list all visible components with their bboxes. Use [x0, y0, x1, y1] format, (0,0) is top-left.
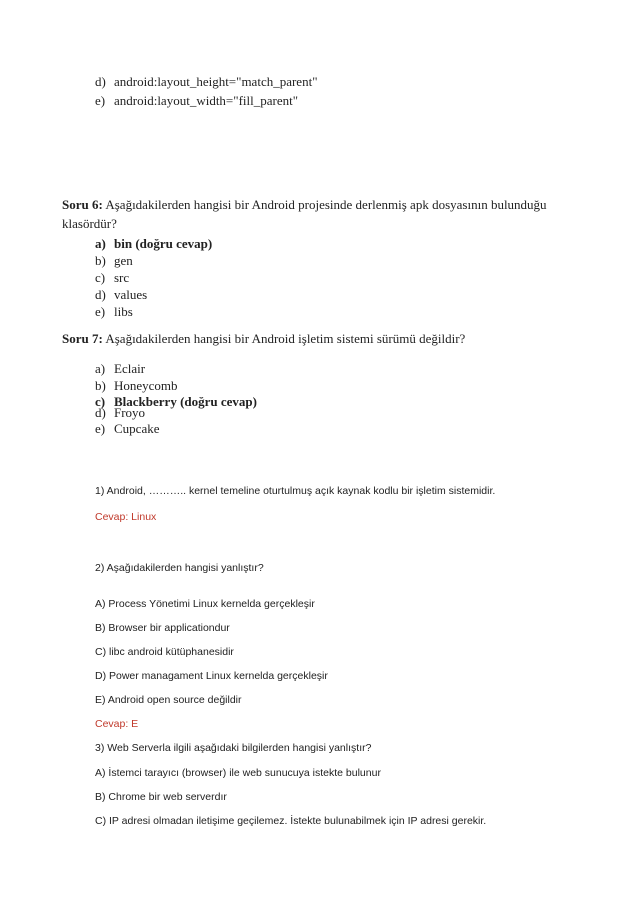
- option-text: src: [114, 270, 130, 285]
- q6-option-d: [95, 287, 147, 303]
- q6-option-a: [95, 236, 212, 252]
- q7-option-e: [95, 421, 159, 437]
- option-letter: b): [95, 378, 106, 393]
- q2-option-c: C) libc android kütüphanesidir: [95, 646, 234, 658]
- question-7: [62, 331, 465, 347]
- option-d-layout-height: [95, 74, 318, 90]
- option-letter: d): [95, 74, 106, 89]
- question-6: [62, 195, 562, 233]
- q2-option-e: E) Android open source değildir: [95, 694, 242, 706]
- q7-option-d: [95, 405, 145, 421]
- option-text: Eclair: [114, 361, 146, 376]
- q6-option-e: [95, 304, 133, 320]
- section-question-2: 2) Aşağıdakilerden hangisi yanlıştır?: [95, 562, 264, 574]
- q3-option-b: B) Chrome bir web serverdır: [95, 791, 227, 803]
- option-text: values: [114, 287, 148, 302]
- option-text: Blackberry (doğru cevap): [114, 394, 257, 409]
- option-text: gen: [114, 253, 133, 268]
- q7-option-b: [95, 378, 178, 394]
- q3-option-a: A) İstemci tarayıcı (browser) ile web sunucuya istekte bulunur: [95, 767, 381, 779]
- option-letter: e): [95, 304, 106, 319]
- option-letter: e): [95, 93, 106, 108]
- option-text: Cupcake: [114, 421, 160, 436]
- question-label: Soru 7:: [62, 331, 103, 346]
- q2-option-d: D) Power managament Linux kernelda gerçekleşir: [95, 670, 328, 682]
- question-text: Aşağıdakilerden hangisi bir Android projesinde derlenmiş apk dosyasının bulunduğu klasördür?: [62, 197, 547, 231]
- section-question-1: 1) Android, ……….. kernel temeline oturtulmuş açık kaynak kodlu bir işletim sistemidir.: [95, 485, 496, 497]
- option-letter: c): [95, 270, 106, 285]
- option-letter: a): [95, 361, 106, 376]
- option-letter: c): [95, 394, 106, 409]
- q2-option-a: A) Process Yönetimi Linux kernelda gerçekleşir: [95, 598, 315, 610]
- option-text: bin (doğru cevap): [114, 236, 213, 251]
- q2-option-b: B) Browser bir applicationdur: [95, 622, 230, 634]
- option-text: android:layout_height="match_parent": [114, 74, 318, 89]
- q7-option-a: [95, 361, 145, 377]
- option-e-layout-width: [95, 93, 298, 109]
- option-text: android:layout_width="fill_parent": [114, 93, 299, 108]
- option-letter: d): [95, 287, 106, 302]
- option-letter: e): [95, 421, 106, 436]
- q6-option-c: [95, 270, 129, 286]
- option-letter: b): [95, 253, 106, 268]
- option-text: Honeycomb: [114, 378, 178, 393]
- option-letter: d): [95, 405, 106, 420]
- q3-option-c: C) IP adresi olmadan iletişime geçilemez. İstekte bulunabilmek için IP adresi gerekir.: [95, 815, 487, 827]
- option-text: Froyo: [114, 405, 146, 420]
- option-letter: a): [95, 236, 106, 251]
- section-question-3: 3) Web Serverla ilgili aşağıdaki bilgilerden hangisi yanlıştır?: [95, 742, 372, 754]
- answer-2: Cevap: E: [95, 718, 139, 730]
- answer-1: Cevap: Linux: [95, 511, 157, 523]
- option-text: libs: [114, 304, 133, 319]
- question-text: Aşağıdakilerden hangisi bir Android işletim sistemi sürümü değildir?: [102, 331, 466, 346]
- q6-option-b: [95, 253, 133, 269]
- question-label: Soru 6:: [62, 197, 103, 212]
